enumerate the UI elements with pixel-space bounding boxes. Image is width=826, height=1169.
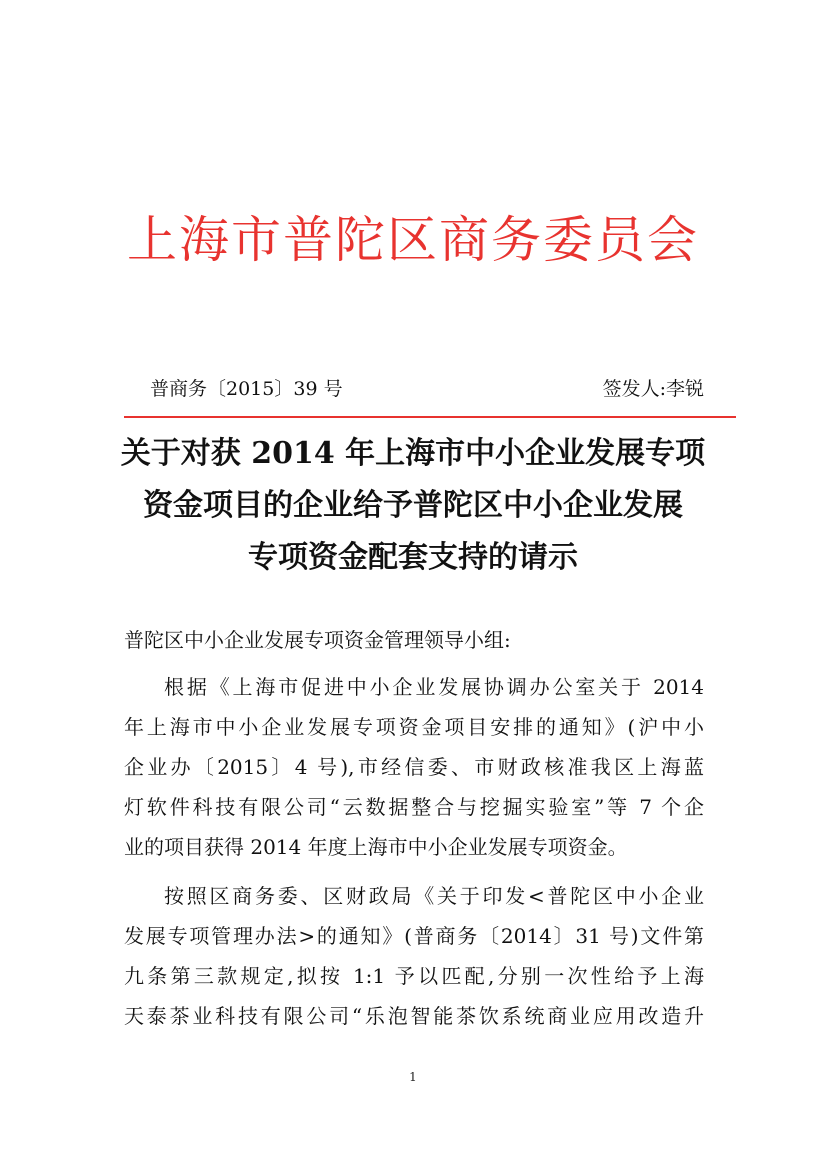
issuing-organization-header: 上海市普陀区商务委员会 <box>127 211 699 269</box>
document-title <box>0 428 826 584</box>
paragraph-1 <box>124 667 704 867</box>
text-line: 灯软件科技有限公司“云数据整合与挖掘实验室”等 7 个企 <box>124 795 704 819</box>
title-line: 资金项目的企业给予普陀区中小企业发展 <box>143 488 683 523</box>
text-line: 发展专项管理办法>的通知》(普商务〔2014〕31 号)文件第 <box>124 924 704 948</box>
text-line: 天泰茶业科技有限公司“乐泡智能茶饮系统商业应用改造升 <box>124 1004 704 1028</box>
text-line: 按照区商务委、区财政局《关于印发<普陀区中小企业 <box>164 884 704 908</box>
title-line: 专项资金配套支持的请示 <box>248 540 578 575</box>
paragraph-2 <box>124 876 704 1036</box>
signer: 签发人:李锐 <box>602 378 704 400</box>
document-number: 普商务〔2015〕39 号 <box>150 378 343 400</box>
text-line: 年上海市中小企业发展专项资金项目安排的通知》(沪中小 <box>124 715 704 739</box>
page-number: 1 <box>409 1070 417 1084</box>
text-line: 九条第三款规定,拟按 1:1 予以匹配,分别一次性给予上海 <box>124 964 704 988</box>
title-line: 关于对获 2014 年上海市中小企业发展专项 <box>120 436 706 471</box>
text-line: 根据《上海市促进中小企业发展协调办公室关于 2014 <box>164 675 704 699</box>
body-text <box>124 667 704 1045</box>
text-line: 企业办〔2015〕4 号),市经信委、市财政核准我区上海蓝 <box>124 755 704 779</box>
red-divider-line <box>124 416 736 418</box>
addressee: 普陀区中小企业发展专项资金管理领导小组: <box>124 628 511 652</box>
text-line: 业的项目获得 2014 年度上海市中小企业发展专项资金。 <box>124 835 628 859</box>
